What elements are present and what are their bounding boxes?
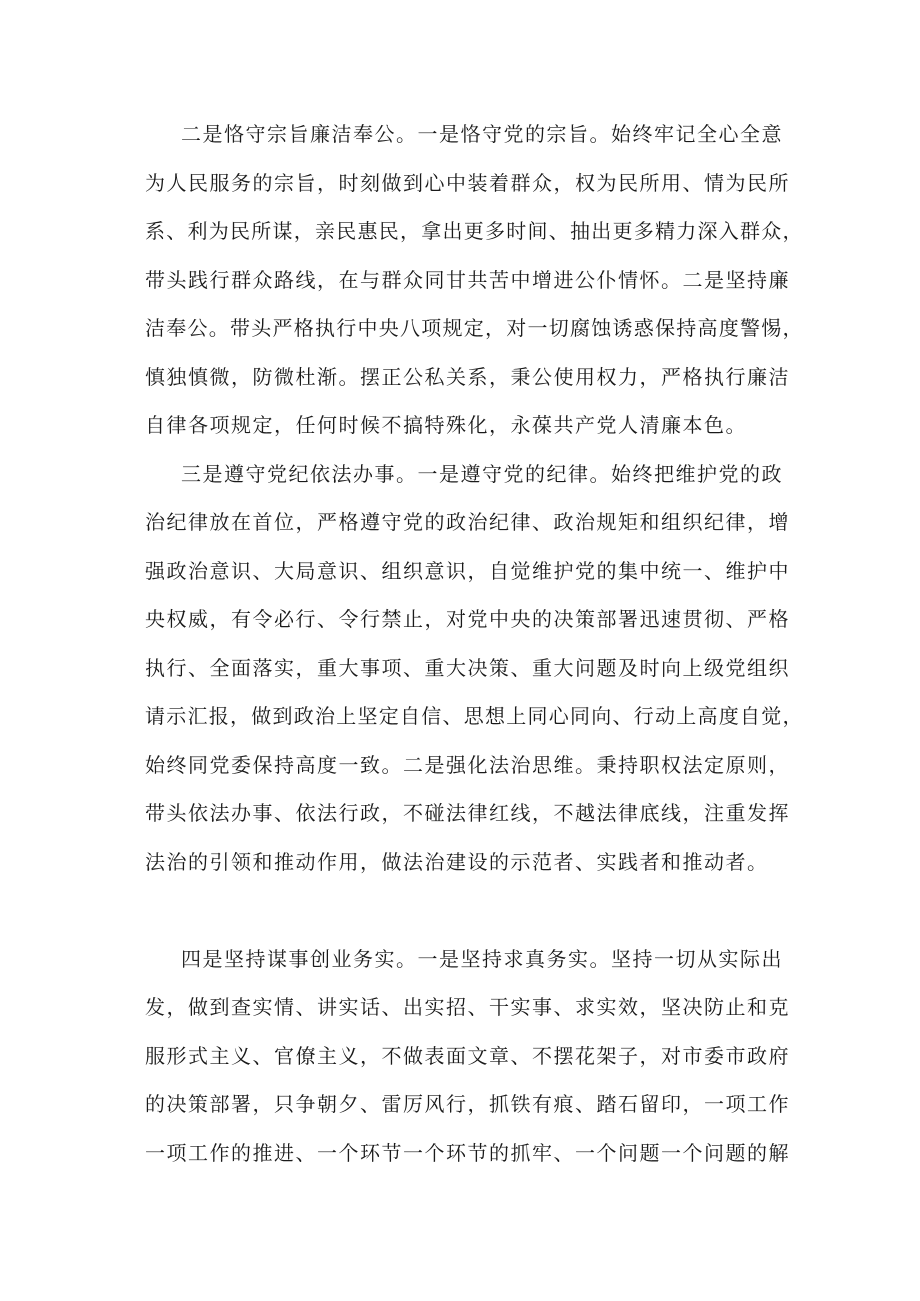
text-line: 治纪律放在首位，严格遵守党的政治纪律、政治规矩和组织纪律，增 — [145, 510, 790, 534]
text-line: 为人民服务的宗旨，时刻做到心中装着群众，权为民所用、情为民所 — [145, 170, 790, 195]
text-line: 自律各项规定，任何时候不搞特殊化，永葆共产党人清廉本色。 — [145, 413, 747, 437]
text-line: 强政治意识、大局意识、组织意识，自觉维护党的集中统一、维护中 — [145, 558, 790, 583]
paragraph-3 — [145, 450, 810, 935]
text-line: 四是坚持谋事创业务实。一是坚持求真务实。坚持一切从实际出 — [181, 946, 783, 971]
text-line: 始终同党委保持高度一致。二是强化法治思维。秉持职权法定原则， — [145, 752, 790, 777]
text-line: 二是恪守宗旨廉洁奉公。一是恪守党的宗旨。始终牢记全心全意 — [181, 122, 783, 146]
text-line: 请示汇报，做到政治上坚定自信、思想上同心同向、行动上高度自觉， — [145, 704, 804, 728]
text-line: 服形式主义、官僚主义，不做表面文章、不摆花架子，对市委市政府 — [145, 1043, 790, 1068]
text-line — [145, 886, 810, 935]
text-line: 的决策部署，只争朝夕、雷厉风行，抓铁有痕、踏石留印，一项工作 — [145, 1092, 790, 1116]
text-line: 慎独慎微，防微杜渐。摆正公私关系，秉公使用权力，严格执行廉洁 — [145, 364, 790, 389]
text-line: 执行、全面落实，重大事项、重大决策、重大问题及时向上级党组织 — [145, 655, 790, 680]
text-line: 系、利为民所谋，亲民惠民，拿出更多时间、抽出更多精力深入群众， — [145, 219, 804, 243]
paragraph-4 — [145, 935, 810, 1178]
text-line: 法治的引领和推动作用，做法治建设的示范者、实践者和推动者。 — [145, 849, 769, 874]
text-line: 央权威，有令必行、令行禁止，对党中央的决策部署迅速贯彻、严格 — [145, 607, 790, 631]
text-line: 三是遵守党纪依法办事。一是遵守党的纪律。始终把维护党的政 — [181, 461, 783, 486]
text-line: 带头践行群众路线，在与群众同甘共苦中增进公仆情怀。二是坚持廉 — [145, 267, 790, 292]
text-line: 带头依法办事、依法行政，不碰法律红线，不越法律底线，注重发挥 — [145, 801, 790, 825]
document-body — [145, 110, 810, 1177]
text-line: 一项工作的推进、一个环节一个环节的抓牢、一个问题一个问题的解 — [145, 1140, 790, 1165]
text-line: 洁奉公。带头严格执行中央八项规定，对一切腐蚀诱惑保持高度警惕， — [145, 316, 804, 340]
paragraph-2 — [145, 110, 810, 450]
text-line: 发，做到查实情、讲实话、出实招、干实事、求实效，坚决防止和克 — [145, 995, 790, 1019]
